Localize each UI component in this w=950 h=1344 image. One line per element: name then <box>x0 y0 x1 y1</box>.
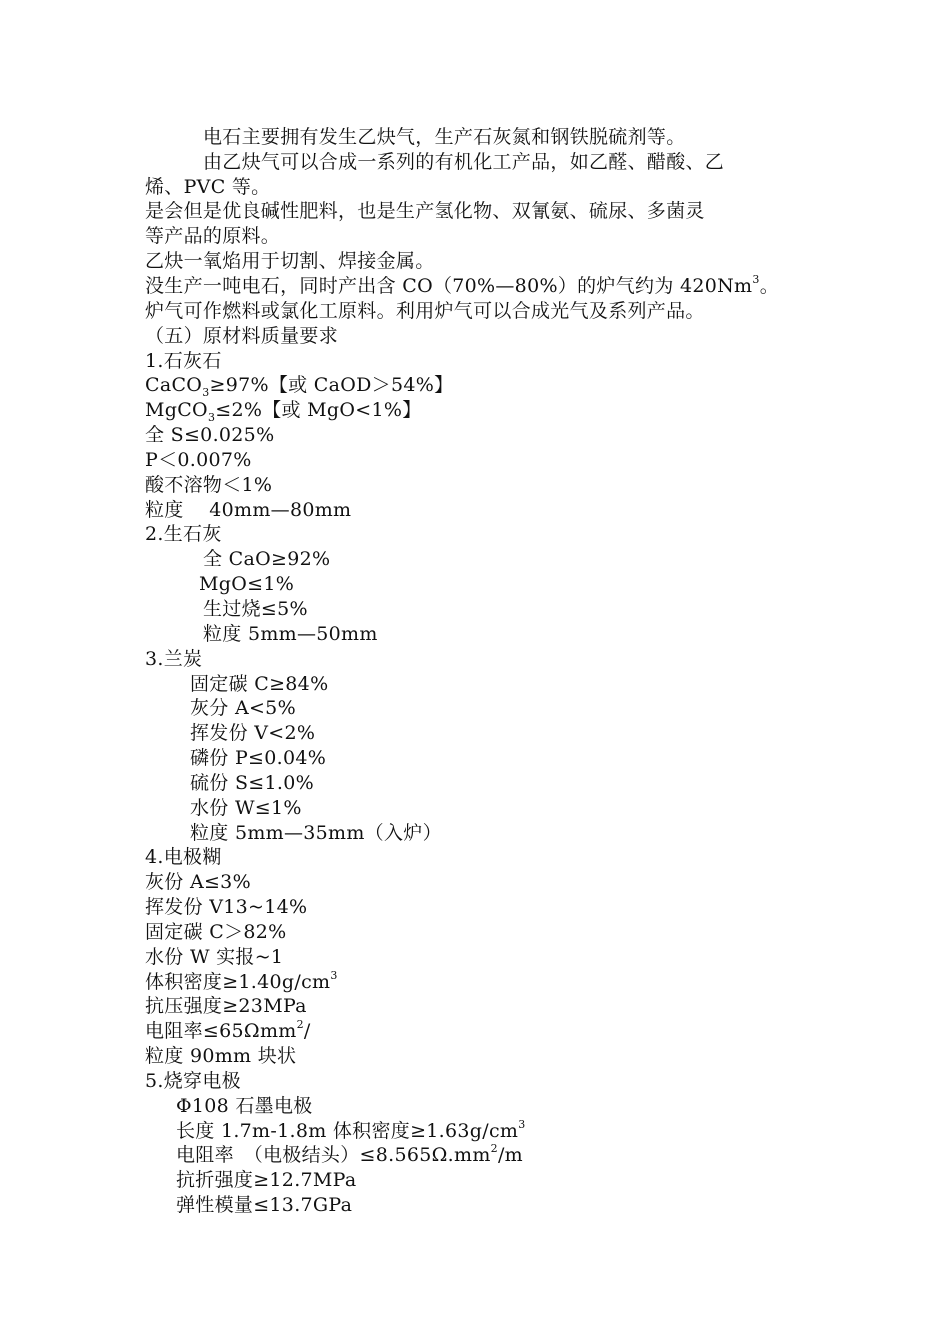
electrode-paste-strength: 抗压强度≥23MPa <box>145 995 307 1017</box>
paragraph-flame: 乙炔一氧焰用于切割、焊接金属。 <box>145 250 435 272</box>
electrode-paste-density: 体积密度$\ge 1.40g/cm^3$ <box>145 968 338 993</box>
paragraph-organic-line-1: 由乙炔气可以合成一系列的有机化工产品，如乙醛、醋酸、乙 <box>203 151 725 173</box>
quicklime-size: 粒度 5mm—50mm <box>203 623 378 645</box>
paragraph-furnace-gas-use: 炉气可作燃料或氯化工原料。利用炉气可以合成光气及系列产品。 <box>145 300 705 322</box>
quicklime-overburnt: 生过烧≤5% <box>203 598 308 620</box>
limestone-title: 1.石灰石 <box>145 350 222 372</box>
tapping-electrode-resistivity: 电阻率 （电极结头）$\le 8.565\Omega.mm^2/m$ <box>176 1141 523 1166</box>
semicoke-sulfur: 硫份 S≤1.0% <box>190 772 314 794</box>
semicoke-fixed-carbon: 固定碳 C≥84% <box>190 673 329 695</box>
tapping-electrode-title: 5.烧穿电极 <box>145 1070 241 1092</box>
electrode-paste-moisture: 水份 W 实报~1 <box>145 946 284 968</box>
semicoke-ash: 灰分 A<5% <box>190 697 296 719</box>
electrode-paste-size: 粒度 90mm 块状 <box>145 1045 297 1067</box>
limestone-caco3: CaCO$_3$≥97%【或 CaOD＞54%】 <box>145 374 454 399</box>
quicklime-mgo: MgO≤1% <box>199 573 295 595</box>
paragraph-fertilizer-line-2: 等产品的原料。 <box>145 225 281 247</box>
limestone-insoluble: 酸不溶物＜1% <box>145 474 273 496</box>
tapping-electrode-flexural: 抗折强度≥12.7MPa <box>176 1169 357 1191</box>
quicklime-title: 2.生石灰 <box>145 523 222 545</box>
paragraph-furnace-gas-yield: 没生产一吨电石，同时产出含 CO（70%—80%）的炉气约为 420Nm$^3$。 <box>145 272 779 297</box>
electrode-paste-title: 4.电极糊 <box>145 846 222 868</box>
paragraph-fertilizer-line-1: 是会但是优良碱性肥料，也是生产氢化物、双氰氨、硫尿、多菌灵 <box>145 200 705 222</box>
tapping-electrode-length-density: 长度 1.7m-1.8m 体积密度$\ge 1.63g/cm^3$ <box>176 1117 526 1142</box>
paragraph-uses: 电石主要拥有发生乙炔气，生产石灰氮和钢铁脱硫剂等。 <box>203 126 686 148</box>
limestone-sulfur: 全 S≤0.025% <box>145 424 275 446</box>
semicoke-title: 3.兰炭 <box>145 648 203 670</box>
limestone-mgco3: MgCO$_3$≤2%【或 MgO<1%】 <box>145 399 422 424</box>
section-heading: （五）原材料质量要求 <box>145 325 339 347</box>
limestone-phosphorus: P＜0.007% <box>145 449 252 471</box>
electrode-paste-fixed-carbon: 固定碳 C＞82% <box>145 921 287 943</box>
tapping-electrode-type: Φ108 石墨电极 <box>176 1095 313 1117</box>
semicoke-size: 粒度 5mm—35mm（入炉） <box>190 822 442 844</box>
semicoke-phosphorus: 磷份 P≤0.04% <box>190 747 327 769</box>
semicoke-volatile: 挥发份 V<2% <box>190 722 316 744</box>
electrode-paste-ash: 灰份 A≤3% <box>145 871 251 893</box>
limestone-size: 粒度 40mm—80mm <box>145 499 352 521</box>
electrode-paste-volatile: 挥发份 V13~14% <box>145 896 308 918</box>
tapping-electrode-modulus: 弹性模量≤13.7GPa <box>176 1194 353 1216</box>
paragraph-organic-line-2: 烯、PVC 等。 <box>145 176 271 198</box>
semicoke-moisture: 水份 W≤1% <box>190 797 302 819</box>
electrode-paste-resistivity: 电阻率≤65Ωmm$^2$/ <box>145 1017 311 1042</box>
quicklime-cao: 全 CaO≥92% <box>203 548 331 570</box>
